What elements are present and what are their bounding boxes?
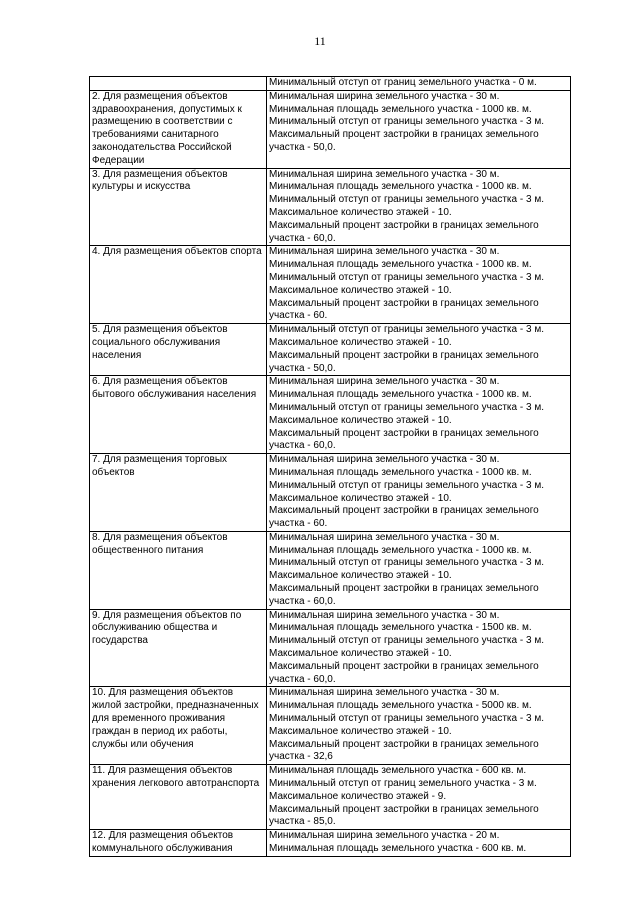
table-row (90, 765, 571, 830)
parameter-line: Минимальная площадь земельного участка - 1000 кв. м. (269, 259, 532, 271)
parameter-line: Максимальный процент застройки в границах земельного (269, 297, 539, 309)
parameters-cell (267, 324, 571, 376)
parameter-line: Максимальное количество этажей - 10. (269, 206, 452, 218)
parameter-line: Максимальный процент застройки в границах земельного (269, 738, 539, 750)
land-use-text: 2. Для размещения объектов здравоохранения, допустимых к размещению в соответствии с требованиями санитарного законодательства Российской Федерации (92, 90, 242, 166)
parameter-line: Максимальный процент застройки в границах земельного (269, 349, 539, 361)
regulations-table (89, 76, 571, 857)
table-row (90, 531, 571, 609)
table-body (90, 77, 571, 857)
land-use-cell (90, 687, 267, 765)
table-row (90, 246, 571, 324)
parameter-line: Минимальный отступ от границы земельного участка - 3 м. (269, 557, 544, 569)
land-use-text: 10. Для размещения объектов жилой застройки, предназначенных для временного проживания граждан в период их работы, службы или обучения (92, 687, 259, 750)
parameter-line: Максимальное количество этажей - 10. (269, 492, 452, 504)
parameter-line: участка - 60. (269, 310, 328, 322)
parameter-line: Минимальная площадь земельного участка - 1000 кв. м. (269, 181, 532, 193)
parameter-line: участка - 60. (269, 518, 328, 530)
page-number: 11 (314, 34, 326, 48)
land-use-text: 12. Для размещения объектов коммунального обслуживания (92, 830, 234, 855)
parameter-line: Максимальный процент застройки в границах земельного (269, 803, 539, 815)
parameters-cell (267, 531, 571, 609)
table-row (90, 90, 571, 168)
land-use-cell (90, 376, 267, 454)
land-use-text: 6. Для размещения объектов бытового обслуживания населения (92, 376, 257, 401)
parameter-line: участка - 60,0. (269, 673, 336, 685)
parameter-line: Минимальный отступ от границы земельного участка - 3 м. (269, 194, 544, 206)
parameters-cell (267, 90, 571, 168)
parameter-line: участка - 32,6 (269, 751, 333, 763)
parameter-line: Минимальная ширина земельного участка - 30 м. (269, 454, 500, 466)
table-row (90, 830, 571, 857)
parameter-line: Минимальная площадь земельного участка - 600 кв. м. (269, 765, 527, 777)
land-use-text: 11. Для размещения объектов хранения легкового автотранспорта (92, 765, 260, 790)
parameter-line: Минимальный отступ от границы земельного участка - 3 м. (269, 713, 544, 725)
parameter-line: Максимальное количество этажей - 9. (269, 790, 447, 802)
parameter-line: Минимальная ширина земельного участка - 30 м. (269, 90, 500, 102)
parameter-line: Минимальная площадь земельного участка - 600 кв. м. (269, 843, 527, 855)
parameter-line: Максимальный процент застройки в границах земельного (269, 505, 539, 517)
parameter-line: Минимальная ширина земельного участка - 30 м. (269, 531, 500, 543)
parameter-line: Минимальный отступ от границы земельного участка - 3 м. (269, 324, 544, 336)
parameters-cell (267, 687, 571, 765)
table-row (90, 376, 571, 454)
parameter-line: Максимальный процент застройки в границах земельного (269, 219, 539, 231)
land-use-cell (90, 830, 267, 857)
table-row (90, 168, 571, 246)
parameter-line: Минимальная площадь земельного участка - 1500 кв. м. (269, 622, 532, 634)
land-use-cell (90, 531, 267, 609)
parameter-line: Минимальная ширина земельного участка - 30 м. (269, 376, 500, 388)
parameter-line: Минимальный отступ от границы земельного участка - 3 м. (269, 635, 544, 647)
parameter-line: Минимальная ширина земельного участка - 30 м. (269, 687, 500, 699)
land-use-cell (90, 168, 267, 246)
parameter-line: Максимальный процент застройки в границах земельного (269, 129, 539, 141)
parameters-cell (267, 77, 571, 91)
parameters-cell (267, 830, 571, 857)
parameter-line: Минимальный отступ от границы земельного участка - 3 м. (269, 116, 544, 128)
table-row (90, 687, 571, 765)
parameter-line: Максимальное количество этажей - 10. (269, 336, 452, 348)
parameter-line: участка - 50,0. (269, 141, 336, 153)
parameters-cell (267, 454, 571, 532)
parameter-line: Минимальная площадь земельного участка - 1000 кв. м. (269, 466, 532, 478)
parameter-line: Максимальное количество этажей - 10. (269, 284, 452, 296)
parameter-line: Минимальная площадь земельного участка - 1000 кв. м. (269, 544, 532, 556)
parameter-line: участка - 60,0. (269, 440, 336, 452)
parameter-line: Максимальное количество этажей - 10. (269, 570, 452, 582)
land-use-cell (90, 765, 267, 830)
parameter-line: участка - 60,0. (269, 232, 336, 244)
parameter-line: участка - 50,0. (269, 362, 336, 374)
land-use-text: 9. Для размещения объектов по обслуживанию общества и государства (92, 609, 242, 647)
parameters-cell (267, 168, 571, 246)
parameter-line: Минимальный отступ от границ земельного участка - 0 м. (269, 77, 537, 88)
table-row (90, 77, 571, 91)
land-use-text: 5. Для размещения объектов социального обслуживания населения (92, 324, 228, 361)
parameters-cell (267, 609, 571, 687)
table-row (90, 454, 571, 532)
parameter-line: Минимальная ширина земельного участка - 30 м. (269, 168, 500, 180)
parameter-line: Минимальный отступ от границы земельного участка - 3 м. (269, 271, 544, 283)
parameter-line: Минимальный отступ от границы земельного участка - 3 м. (269, 401, 544, 413)
land-use-cell (90, 609, 267, 687)
parameter-line: Минимальная ширина земельного участка - 20 м. (269, 830, 500, 842)
parameter-line: Максимальное количество этажей - 10. (269, 648, 452, 660)
table-row (90, 324, 571, 376)
parameter-line: Максимальное количество этажей - 10. (269, 414, 452, 426)
land-use-text: 7. Для размещения торговых объектов (92, 454, 228, 478)
parameter-line: Максимальный процент застройки в границах земельного (269, 427, 539, 439)
land-use-cell (90, 454, 267, 532)
land-use-text: 3. Для размещения объектов культуры и искусства (92, 168, 228, 193)
land-use-cell (90, 324, 267, 376)
parameter-line: Минимальная площадь земельного участка - 1000 кв. м. (269, 103, 532, 115)
parameter-line: участка - 60,0. (269, 595, 336, 607)
parameter-line: Минимальная площадь земельного участка - 1000 кв. м. (269, 389, 532, 401)
parameters-cell (267, 376, 571, 454)
parameter-line: Минимальный отступ от границы земельного участка - 3 м. (269, 479, 544, 491)
parameter-line: Максимальное количество этажей - 10. (269, 725, 452, 737)
table-row (90, 609, 571, 687)
parameter-line: Минимальная площадь земельного участка - 5000 кв. м. (269, 700, 532, 712)
parameters-cell (267, 765, 571, 830)
parameter-line: Минимальная ширина земельного участка - 30 м. (269, 246, 500, 258)
parameter-line: Минимальный отступ от границ земельного участка - 3 м. (269, 778, 537, 790)
land-use-cell (90, 90, 267, 168)
land-use-cell (90, 77, 267, 91)
parameters-cell (267, 246, 571, 324)
land-use-text: 4. Для размещения объектов спорта (92, 246, 262, 258)
parameter-line: Максимальный процент застройки в границах земельного (269, 660, 539, 672)
land-use-text: 8. Для размещения объектов общественного питания (92, 531, 228, 556)
land-use-cell (90, 246, 267, 324)
parameter-line: Максимальный процент застройки в границах земельного (269, 583, 539, 595)
parameter-line: Минимальная ширина земельного участка - 30 м. (269, 609, 500, 621)
parameter-line: участка - 85,0. (269, 816, 336, 828)
